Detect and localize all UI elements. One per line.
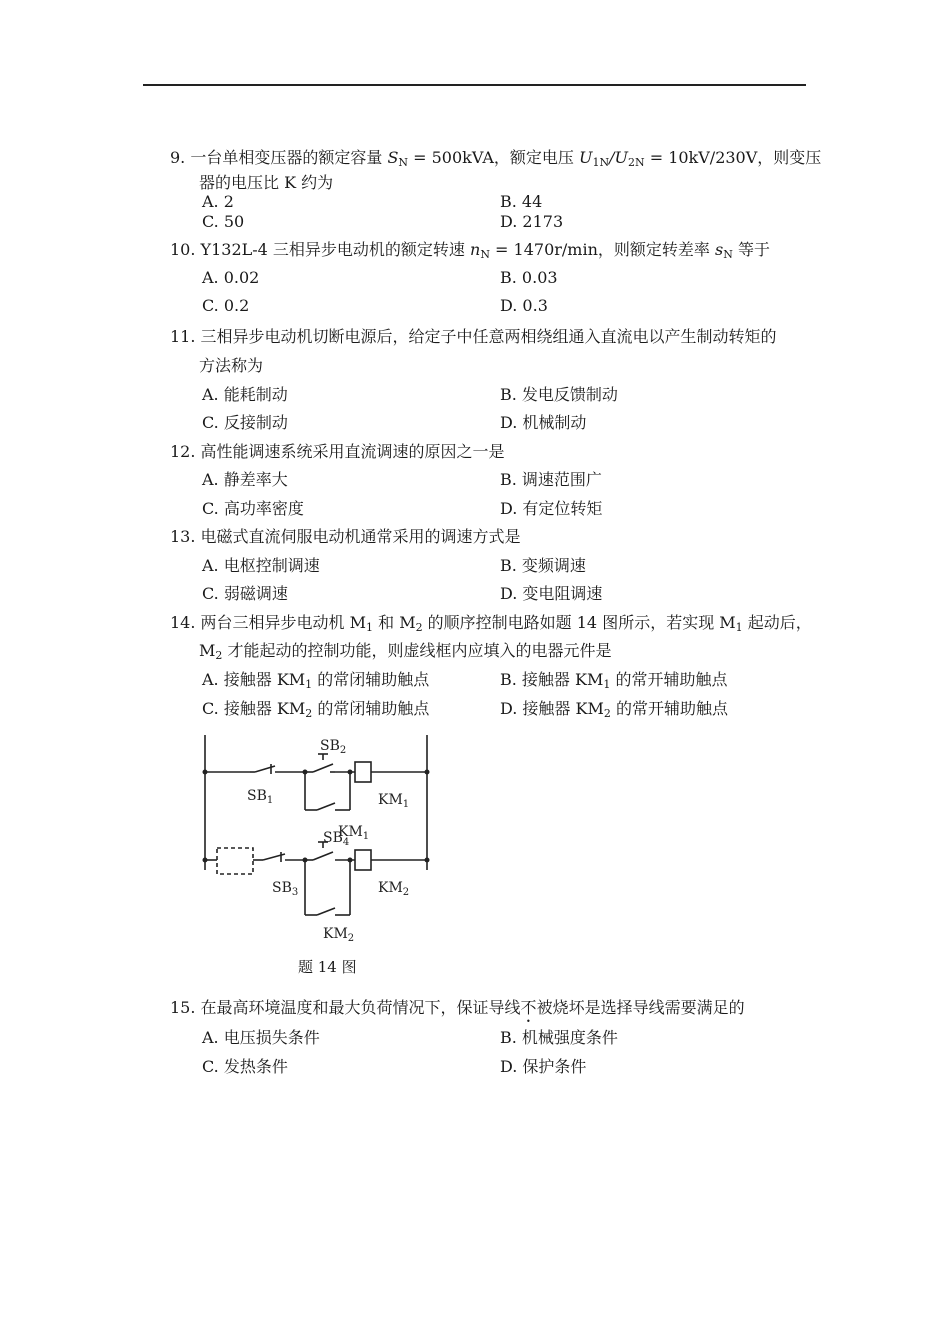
q15-option-c[interactable]: C. 发热条件 xyxy=(202,1057,288,1076)
label-sb3: $SB_3$ xyxy=(272,880,299,898)
q15-option-a[interactable]: A. 电压损失条件 xyxy=(202,1028,320,1047)
q13-option-a[interactable]: A. 电枢控制调速 xyxy=(202,556,320,575)
q10-option-a[interactable]: A. 0.02 xyxy=(202,268,260,287)
q13-option-c[interactable]: C. 弱磁调速 xyxy=(202,584,288,603)
q14-option-d[interactable]: D. 接触器 $KM_2$ 的常开辅助触点 xyxy=(500,699,728,720)
q14-figure-caption: 题 14 图 xyxy=(298,958,357,976)
label-km2-coil: $KM_2$ xyxy=(378,880,410,898)
sb2-contact xyxy=(313,764,333,772)
q10-option-c[interactable]: C. 0.2 xyxy=(202,296,250,315)
q9-option-d[interactable]: D. 2173 xyxy=(500,212,564,231)
q11-option-d[interactable]: D. 机械制动 xyxy=(500,413,587,432)
km1-coil xyxy=(355,762,371,782)
q14-option-c[interactable]: C. 接触器 $KM_2$ 的常闭辅助触点 xyxy=(202,699,430,720)
q13-option-b[interactable]: B. 变频调速 xyxy=(500,556,586,575)
q10-option-b[interactable]: B. 0.03 xyxy=(500,268,558,287)
q15-option-b[interactable]: B. 机械强度条件 xyxy=(500,1028,618,1047)
q9-stem: 9. 一台单相变压器的额定容量 $S_N = 500kVA$，额定电压 $U_{1N}/U_{2N} = 10kV/230V$，则变压 xyxy=(170,148,822,169)
q14-circuit-diagram xyxy=(195,730,445,950)
dashed-box xyxy=(217,848,253,874)
q12-stem: 12. 高性能调速系统采用直流调速的原因之一是 xyxy=(170,442,505,461)
q11-option-b[interactable]: B. 发电反馈制动 xyxy=(500,385,618,404)
label-km1-coil: $KM_1$ xyxy=(378,792,410,810)
q13-option-d[interactable]: D. 变电阻调速 xyxy=(500,584,603,603)
q11-stem-cont: 方法称为 xyxy=(199,356,264,375)
q12-option-b[interactable]: B. 调速范围广 xyxy=(500,470,602,489)
sb4-contact xyxy=(313,852,333,860)
label-sb1: $SB_1$ xyxy=(247,788,274,806)
q14-stem: 14. 两台三相异步电动机 $M_1$ 和 $M_2$ 的顺序控制电路如题 14 图所示，若实现 $M_1$ 起动后， xyxy=(170,613,812,634)
q14-option-a[interactable]: A. 接触器 $KM_1$ 的常闭辅助触点 xyxy=(202,670,430,691)
label-km1-aux: $KM_1$ xyxy=(338,824,370,842)
km1-aux-contact xyxy=(317,803,335,810)
km2-aux-contact xyxy=(317,908,335,915)
q9-option-c[interactable]: C. 50 xyxy=(202,212,245,231)
label-sb2: $SB_2$ xyxy=(320,738,347,756)
q14-stem-cont: $M_2$ 才能起动的控制功能，则虚线框内应填入的电器元件是 xyxy=(199,641,612,662)
q12-option-a[interactable]: A. 静差率大 xyxy=(202,470,288,489)
sb1-contact xyxy=(255,766,275,772)
km2-coil xyxy=(355,850,371,870)
q9-stem-cont: 器的电压比 K 约为 xyxy=(199,173,334,192)
q9-option-b[interactable]: B. 44 xyxy=(500,192,543,211)
q15-stem: 15. 在最高环境温度和最大负荷情况下，保证导线不被烧坏是选择导线需要满足的 xyxy=(170,998,745,1017)
q11-option-c[interactable]: C. 反接制动 xyxy=(202,413,288,432)
q12-option-d[interactable]: D. 有定位转矩 xyxy=(500,499,603,518)
label-sb4: $SB_4$ xyxy=(323,830,350,848)
q10-stem: 10. Y132L-4 三相异步电动机的额定转速 $n_N = 1470r/\min$，则额定转差率 $s_N$ 等于 xyxy=(170,240,770,261)
header-rule xyxy=(143,84,806,86)
q11-option-a[interactable]: A. 能耗制动 xyxy=(202,385,288,404)
q14-option-b[interactable]: B. 接触器 $KM_1$ 的常开辅助触点 xyxy=(500,670,728,691)
q13-stem: 13. 电磁式直流伺服电动机通常采用的调速方式是 xyxy=(170,527,521,546)
q9-option-a[interactable]: A. 2 xyxy=(202,192,234,211)
label-km2-aux: $KM_2$ xyxy=(323,926,355,944)
q11-stem: 11. 三相异步电动机切断电源后，给定子中任意两相绕组通入直流电以产生制动转矩的 xyxy=(170,327,777,346)
q10-option-d[interactable]: D. 0.3 xyxy=(500,296,548,315)
q12-option-c[interactable]: C. 高功率密度 xyxy=(202,499,304,518)
q15-option-d[interactable]: D. 保护条件 xyxy=(500,1057,587,1076)
